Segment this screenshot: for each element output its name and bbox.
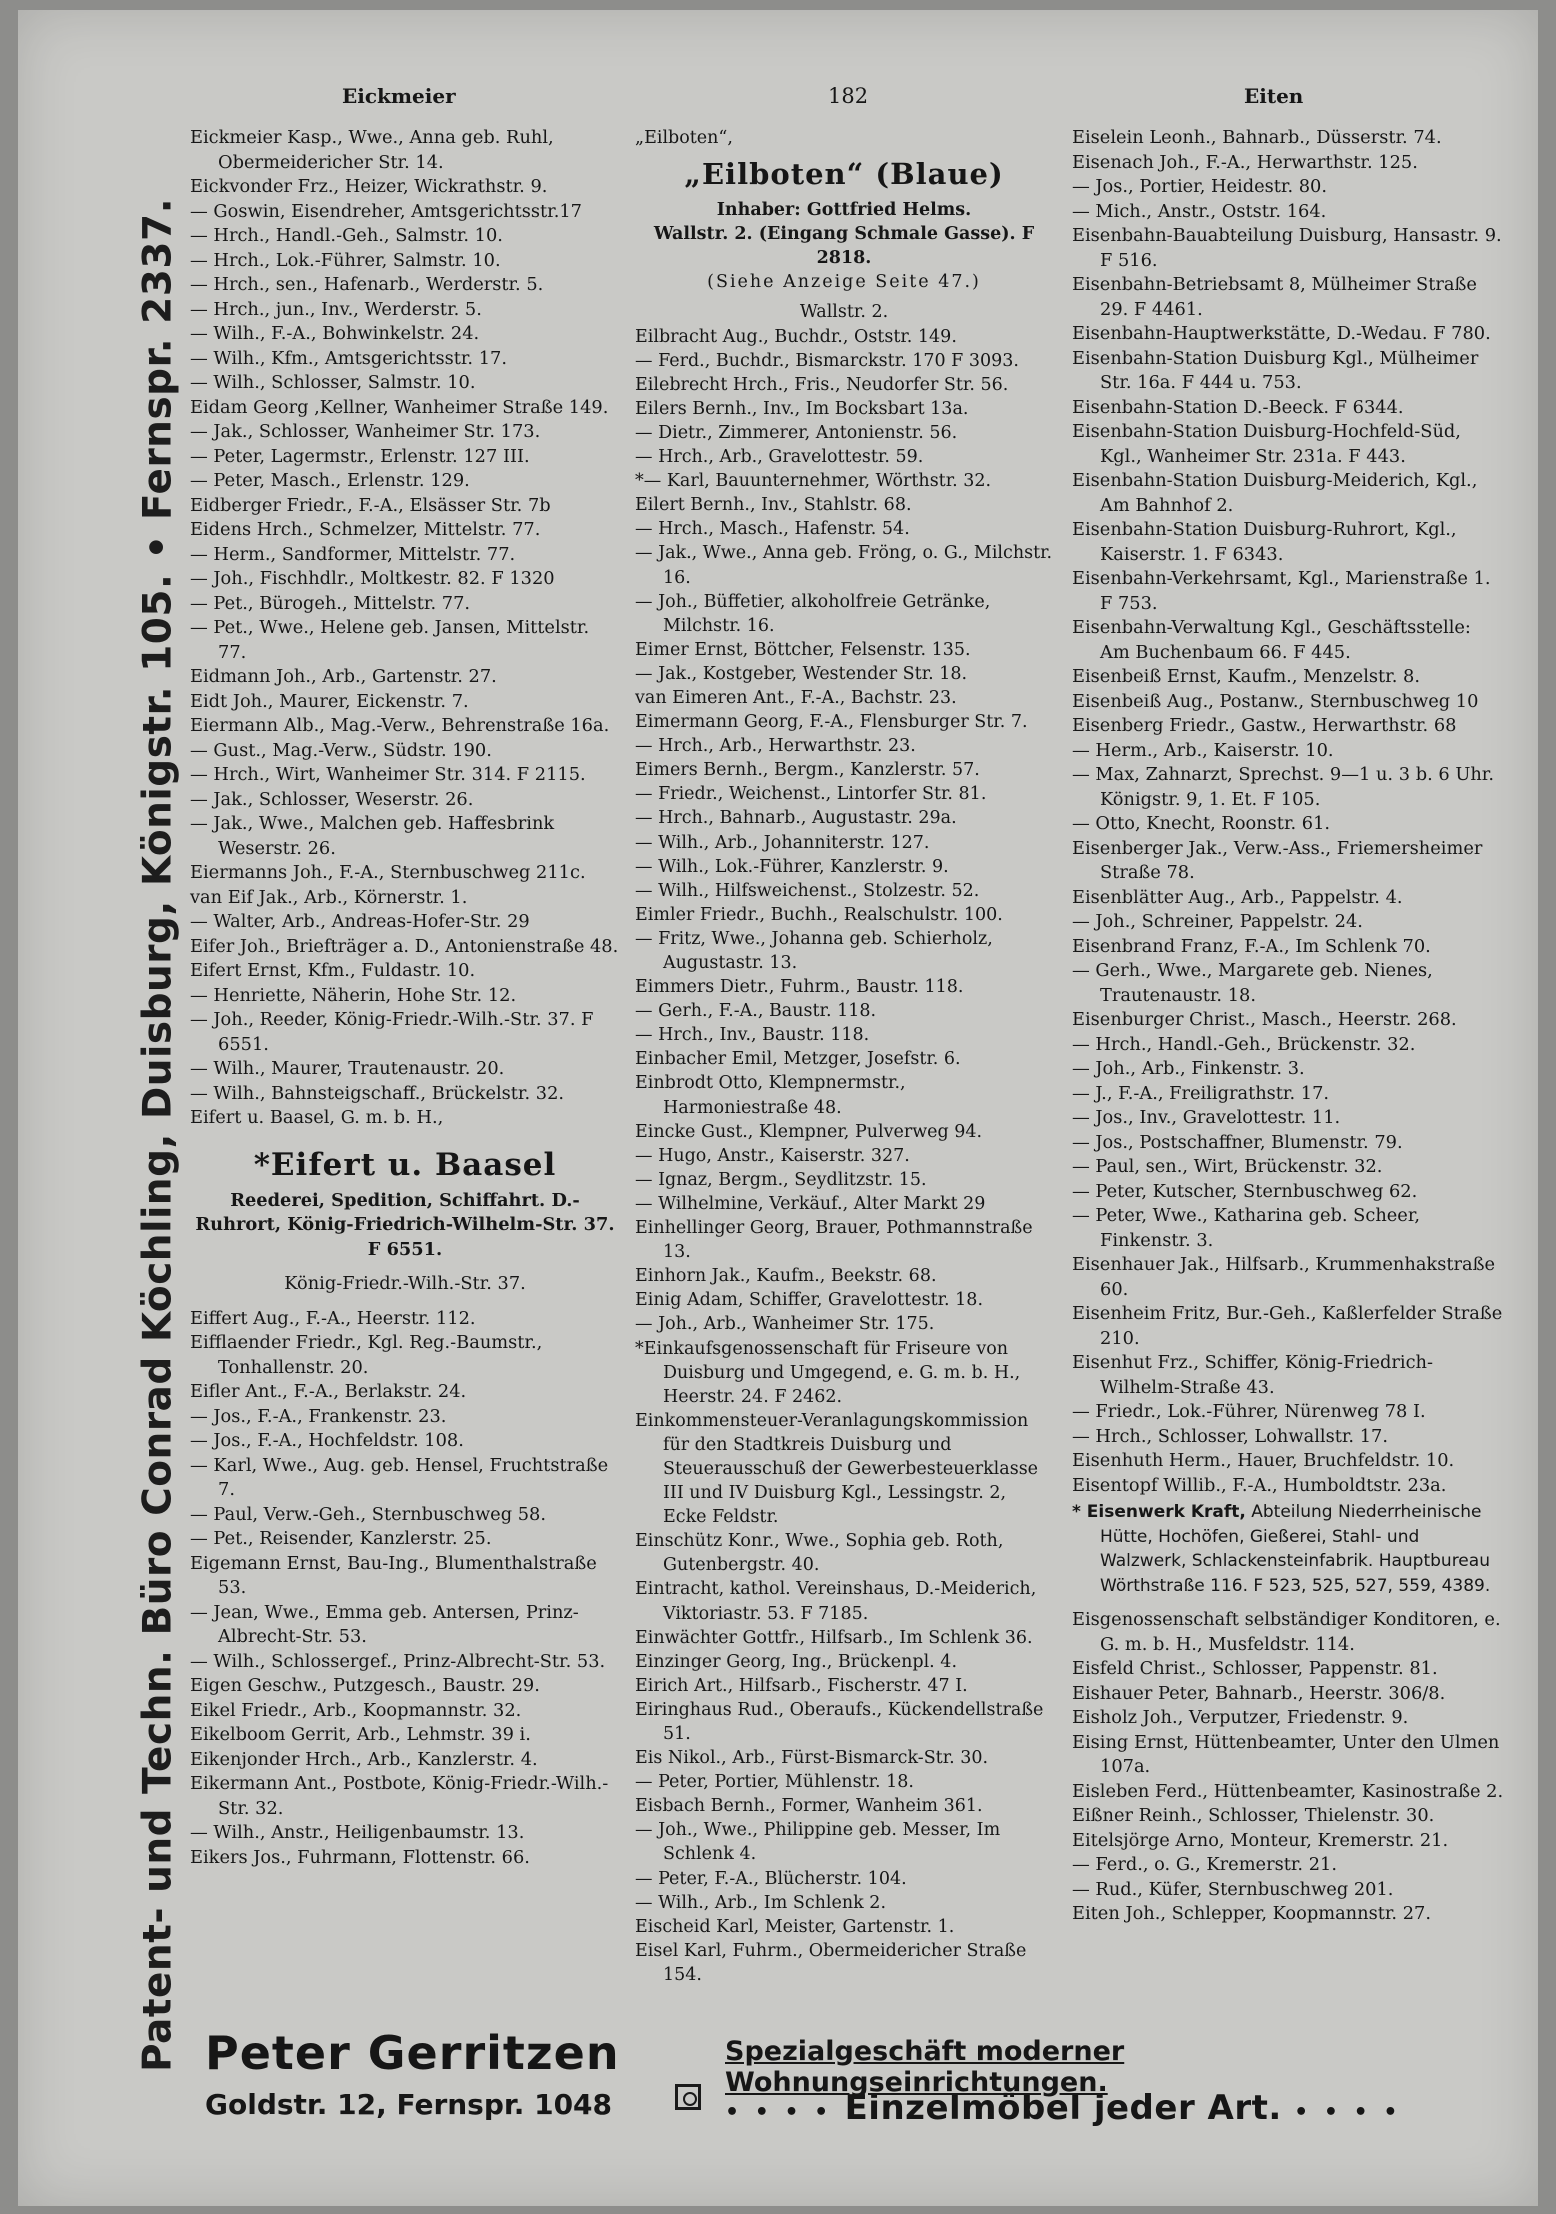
directory-entry: Eimler Friedr., Buchh., Realschulstr. 100.	[635, 904, 1003, 925]
directory-entry: — Joh., Reeder, König-Friedr.-Wilh.-Str. 37. F 6551.	[190, 1009, 594, 1055]
directory-entry: — Peter, Lagermstr., Erlenstr. 127 III.	[190, 445, 530, 467]
col1b-entries	[190, 1307, 620, 1871]
directory-entry: — Wilh., Maurer, Trautenaustr. 20.	[190, 1058, 505, 1079]
directory-entry: Eigen Geschw., Putzgesch., Baustr. 29.	[190, 1675, 540, 1696]
directory-entry: — Wilh., Schlosser, Salmstr. 10.	[190, 372, 476, 393]
directory-entry: Einzinger Georg, Ing., Brückenpl. 4.	[635, 1651, 958, 1672]
directory-entry: — Hrch., Handl.-Geh., Salmstr. 10.	[190, 225, 503, 246]
directory-entry: Eiselein Leonh., Bahnarb., Düsserstr. 74.	[1072, 127, 1442, 148]
directory-entry: Eidberger Friedr., F.-A., Elsässer Str. 7b	[190, 494, 551, 516]
page-number: 182	[828, 84, 869, 108]
directory-entry: Eisenbeiß Aug., Postanw., Sternbuschweg 10	[1072, 690, 1479, 712]
directory-entry: — Paul, Verw.-Geh., Sternbuschweg 58.	[190, 1503, 547, 1525]
directory-entry: — Hrch., Arb., Gravelottestr. 59.	[635, 447, 924, 468]
directory-entry: Eisentopf Willib., F.-A., Humboldtstr. 23a.	[1072, 1474, 1447, 1496]
directory-entry: Eikers Jos., Fuhrmann, Flottenstr. 66.	[190, 1846, 530, 1868]
directory-entry: Eishauer Peter, Bahnarb., Heerstr. 306/8.	[1072, 1682, 1446, 1704]
directory-entry: Eidens Hrch., Schmelzer, Mittelstr. 77.	[190, 519, 541, 540]
directory-entry: — Joh., Wwe., Philippine geb. Messer, Im Schlenk 4.	[635, 1820, 1001, 1865]
directory-entry: Eikel Friedr., Arb., Koopmannstr. 32.	[190, 1699, 522, 1721]
eifert-ad-text: Reederei, Spedition, Schiffahrt. D.-Ruhrort, König-Friedrich-Wilhelm-Str. 37. F 6551.	[195, 1189, 615, 1260]
directory-entry: — Peter, Portier, Mühlenstr. 18.	[635, 1772, 914, 1793]
footer-slogan2-line	[725, 2088, 1401, 2128]
directory-entry: — Herm., Arb., Kaiserstr. 10.	[1072, 739, 1334, 761]
directory-entry: Eischeid Karl, Meister, Gartenstr. 1.	[635, 1916, 955, 1937]
directory-entry: — Jak., Schlosser, Wanheimer Str. 173.	[190, 421, 541, 442]
directory-entry: — Ignaz, Bergm., Seydlitzstr. 15.	[635, 1169, 927, 1190]
directory-entry: — Joh., Arb., Finkenstr. 3.	[1072, 1058, 1305, 1079]
directory-entry: Eißner Reinh., Schlosser, Thielenstr. 30.	[1072, 1805, 1435, 1826]
eilboten-header: „Eilboten“,	[635, 128, 733, 148]
directory-entry: Eidmann Joh., Arb., Gartenstr. 27.	[190, 666, 497, 687]
directory-entry: — Henriette, Näherin, Hohe Str. 12.	[190, 984, 517, 1006]
directory-entry: Eiten Joh., Schlepper, Koopmannstr. 27.	[1072, 1903, 1431, 1924]
directory-entry: — Peter, Masch., Erlenstr. 129.	[190, 470, 470, 491]
directory-entry: — Ferd., Buchdr., Bismarckstr. 170 F 3093.	[635, 350, 1019, 371]
directory-entry: Eisbach Bernh., Former, Wanheim 361.	[635, 1796, 983, 1817]
directory-entry: — Wilh., Lok.-Führer, Kanzlerstr. 9.	[635, 856, 949, 877]
directory-entry: — Joh., Arb., Wanheimer Str. 175.	[635, 1314, 935, 1335]
directory-entry: Eirich Art., Hilfsarb., Fischerstr. 47 I.	[635, 1675, 968, 1696]
directory-entry: Eisenhut Frz., Schiffer, König-Friedrich-Wilhelm-Straße 43.	[1072, 1352, 1433, 1398]
directory-entry: Eisleben Ferd., Hüttenbeamter, Kasinostraße 2.	[1072, 1780, 1504, 1802]
directory-entry: — Pet., Wwe., Helene geb. Jansen, Mittelstr. 77.	[190, 617, 590, 663]
directory-entry: Eisgenossenschaft selbständiger Konditoren, e. G. m. b. H., Musfeldstr. 114.	[1072, 1609, 1501, 1655]
directory-entry: — Hrch., Handl.-Geh., Brückenstr. 32.	[1072, 1033, 1416, 1055]
directory-entry: Eigemann Ernst, Bau-Ing., Blumenthalstraße 53.	[190, 1552, 597, 1598]
directory-entry: Eimermann Georg, F.-A., Flensburger Str. 7.	[635, 712, 1028, 733]
directory-entry: Einig Adam, Schiffer, Gravelottestr. 18.	[635, 1290, 984, 1311]
footer-dots-left: • • • •	[725, 2100, 833, 2125]
directory-entry: Eisenbahn-Verwaltung Kgl., Geschäftsstelle: Am Buchenbaum 66. F 445.	[1072, 617, 1471, 663]
directory-entry: — Hrch., jun., Inv., Werderstr. 5.	[190, 298, 482, 320]
directory-entry: — Gust., Mag.-Verw., Südstr. 190.	[190, 739, 492, 761]
directory-entry: Eifler Ant., F.-A., Berlakstr. 24.	[190, 1381, 467, 1402]
side-advertisement	[118, 120, 198, 2150]
directory-entry: Eidam Georg ,Kellner, Wanheimer Straße 149.	[190, 396, 609, 418]
directory-entry: Eisenhauer Jak., Hilfsarb., Krummenhakstraße 60.	[1072, 1254, 1495, 1300]
directory-entry: *Einkaufsgenossenschaft für Friseure von Duisburg und Umgegend, e. G. m. b. H., Heerstr. 24. F 2462.	[635, 1338, 1021, 1407]
directory-entry: Eisenheim Fritz, Bur.-Geh., Kaßlerfelder Straße 210.	[1072, 1303, 1503, 1349]
directory-entry: Eimers Bernh., Bergm., Kanzlerstr. 57.	[635, 760, 980, 781]
directory-entry: Einbrodt Otto, Klempnermstr., Harmoniestraße 48.	[635, 1073, 906, 1118]
directory-entry: — Hugo, Anstr., Kaiserstr. 327.	[635, 1145, 910, 1166]
directory-entry: — Goswin, Eisendreher, Amtsgerichtsstr.17	[190, 200, 582, 222]
directory-entry: Eimer Ernst, Böttcher, Felsenstr. 135.	[635, 639, 971, 660]
header-left: Eickmeier	[342, 84, 456, 108]
directory-entry: Eisfeld Christ., Schlosser, Pappenstr. 81.	[1072, 1658, 1438, 1679]
directory-entry: — Dietr., Zimmerer, Antonienstr. 56.	[635, 422, 958, 443]
directory-entry: Eisenbahn-Station D.-Beeck. F 6344.	[1072, 396, 1404, 418]
directory-entry: Eising Ernst, Hüttenbeamter, Unter den Ulmen 107a.	[1072, 1731, 1500, 1777]
directory-entry: Eisenberg Friedr., Gastw., Herwarthstr. 68	[1072, 715, 1457, 736]
directory-entry: Einhellinger Georg, Brauer, Pothmannstraße 13.	[635, 1218, 1033, 1263]
directory-entry: — Friedr., Lok.-Führer, Nürenweg 78 I.	[1072, 1401, 1426, 1422]
directory-entry: — Jos., Portier, Heidestr. 80.	[1072, 176, 1328, 197]
directory-entry: — Peter, Kutscher, Sternbuschweg 62.	[1072, 1180, 1418, 1202]
directory-entry: Eickmeier Kasp., Wwe., Anna geb. Ruhl, Obermeidericher Str. 14.	[190, 127, 554, 173]
directory-entry: Eisenbahn-Hauptwerkstätte, D.-Wedau. F 780.	[1072, 323, 1491, 344]
directory-entry: — Wilhelmine, Verkäuf., Alter Markt 29	[635, 1193, 986, 1214]
directory-entry: Eiringhaus Rud., Oberaufs., Kückendellstraße 51.	[635, 1699, 1044, 1744]
directory-entry: — Hrch., Masch., Hafenstr. 54.	[635, 519, 910, 540]
directory-entry: Eisenbahn-Verkehrsamt, Kgl., Marienstraße 1. F 753.	[1072, 568, 1491, 614]
directory-entry: Eidt Joh., Maurer, Eickenstr. 7.	[190, 690, 469, 712]
directory-entry: Eikermann Ant., Postbote, König-Friedr.-Wilh.-Str. 32.	[190, 1773, 609, 1819]
directory-entry: Eifer Joh., Briefträger a. D., Antonienstraße 48.	[190, 935, 619, 957]
directory-entry: — Otto, Knecht, Roonstr. 61.	[1072, 813, 1331, 834]
directory-entry: — Jos., Inv., Gravelottestr. 11.	[1072, 1107, 1341, 1128]
eilboten-street: Wallstr. 2. (Eingang Schmale Gasse). F 2818.	[653, 224, 1035, 269]
directory-entry: — Hrch., Inv., Baustr. 118.	[635, 1025, 870, 1046]
directory-entry: *— Karl, Bauunternehmer, Wörthstr. 32.	[635, 471, 992, 492]
directory-entry: Einhorn Jak., Kaufm., Beekstr. 68.	[635, 1266, 937, 1287]
directory-entry: — Max, Zahnarzt, Sprechst. 9—1 u. 3 b. 6 Uhr. Königstr. 9, 1. Et. F 105.	[1072, 764, 1494, 810]
directory-entry: Eisenach Joh., F.-A., Herwarthstr. 125.	[1072, 151, 1418, 173]
directory-entry: — Rud., Küfer, Sternbuschweg 201.	[1072, 1878, 1394, 1900]
directory-entry: — Ferd., o. G., Kremerstr. 21.	[1072, 1854, 1337, 1875]
directory-entry: — Hrch., Wirt, Wanheimer Str. 314. F 2115.	[190, 764, 586, 785]
footer-dots-right: • • • •	[1294, 2100, 1402, 2125]
directory-entry: Eifflaender Friedr., Kgl. Reg.-Baumstr., Tonhallenstr. 20.	[190, 1332, 543, 1378]
directory-entry: — Pet., Reisender, Kanzlerstr. 25.	[190, 1528, 492, 1549]
directory-entry: Einwächter Gottfr., Hilfsarb., Im Schlenk 36.	[635, 1627, 1033, 1648]
column-1	[190, 126, 620, 1870]
directory-entry: — Jean, Wwe., Emma geb. Antersen, Prinz-Albrecht-Str. 53.	[190, 1601, 579, 1647]
directory-entry: — Jak., Wwe., Anna geb. Fröng, o. G., Milchstr. 16.	[635, 543, 1053, 588]
column-2	[635, 126, 1053, 1987]
eilboten-owner: Inhaber: Gottfried Helms.	[716, 200, 972, 221]
directory-entry: Eisenhuth Herm., Hauer, Bruchfeldstr. 10.	[1072, 1450, 1455, 1471]
directory-entry: — Jos., Postschaffner, Blumenstr. 79.	[1072, 1131, 1403, 1153]
directory-entry: — Peter, Wwe., Katharina geb. Scheer, Finkenstr. 3.	[1072, 1205, 1421, 1251]
directory-entry: Eisenbrand Franz, F.-A., Im Schlenk 70.	[1072, 935, 1431, 957]
directory-entry: Eikenjonder Hrch., Arb., Kanzlerstr. 4.	[190, 1748, 538, 1770]
directory-entry: — Hrch., Bahnarb., Augustastr. 29a.	[635, 808, 957, 829]
directory-entry: — Wilh., F.-A., Bohwinkelstr. 24.	[190, 323, 480, 344]
directory-entry: — Wilh., Arb., Johanniterstr. 127.	[635, 832, 930, 853]
eilboten-note: (Siehe Anzeige Seite 47.)	[707, 272, 981, 293]
directory-entry: — Peter, F.-A., Blücherstr. 104.	[635, 1868, 907, 1889]
directory-entry: — Wilh., Schlossergef., Prinz-Albrecht-Str. 53.	[190, 1650, 606, 1672]
directory-entry: Eiermanns Joh., F.-A., Sternbuschweg 211c.	[190, 862, 586, 883]
directory-entry: — Paul, sen., Wirt, Brückenstr. 32.	[1072, 1156, 1383, 1177]
directory-entry: — Karl, Wwe., Aug. geb. Hensel, Fruchtstraße 7.	[190, 1454, 609, 1500]
directory-entry: Eisenbahn-Bauabteilung Duisburg, Hansastr. 9. F 516.	[1072, 225, 1502, 271]
directory-entry: — Hrch., Schlosser, Lohwallstr. 17.	[1072, 1425, 1388, 1447]
eisenwerk-ad-title: * Eisenwerk Kraft,	[1072, 1502, 1246, 1522]
directory-entry: — Mich., Anstr., Oststr. 164.	[1072, 200, 1327, 222]
directory-entry: — Wilh., Arb., Im Schlenk 2.	[635, 1892, 887, 1913]
directory-entry: Eifert u. Baasel, G. m. b. H.,	[190, 1107, 444, 1128]
directory-entry: — Wilh., Hilfsweichenst., Stolzestr. 52.	[635, 880, 980, 901]
eifert-ad-title: *Eifert u. Baasel	[253, 1146, 557, 1183]
directory-entry: — Jos., F.-A., Hochfeldstr. 108.	[190, 1430, 464, 1451]
directory-entry: Eintracht, kathol. Vereinshaus, D.-Meiderich, Viktoriastr. 53. F 7185.	[635, 1579, 1037, 1624]
directory-entry: Einschütz Konr., Wwe., Sophia geb. Roth, Gutenbergstr. 40.	[635, 1531, 1004, 1576]
company-mark-icon	[675, 2084, 701, 2110]
directory-entry: — Fritz, Wwe., Johanna geb. Schierholz, Augustastr. 13.	[635, 928, 993, 973]
directory-entry: Eickvonder Frz., Heizer, Wickrathstr. 9.	[190, 176, 548, 197]
directory-entry: Eilebrecht Hrch., Fris., Neudorfer Str. 56.	[635, 374, 1009, 395]
directory-entry: Eincke Gust., Klempner, Pulverweg 94.	[635, 1121, 983, 1142]
directory-entry: — Joh., Schreiner, Pappelstr. 24.	[1072, 911, 1363, 932]
directory-entry: — Walter, Arb., Andreas-Hofer-Str. 29	[190, 911, 530, 932]
directory-entry: Eisenbahn-Station Duisburg-Hochfeld-Süd, Kgl., Wanheimer Str. 231a. F 443.	[1072, 421, 1461, 467]
footer-slogan2: Einzelmöbel jeder Art.	[844, 2088, 1282, 2128]
directory-entry: — Pet., Bürogeh., Mittelstr. 77.	[190, 592, 471, 614]
directory-entry: Eilers Bernh., Inv., Im Bocksbart 13a.	[635, 398, 969, 419]
col1-entries	[190, 126, 620, 1131]
directory-entry: — Herm., Sandformer, Mittelstr. 77.	[190, 543, 516, 565]
directory-entry: — Jos., F.-A., Frankenstr. 23.	[190, 1405, 447, 1427]
directory-entry: — Hrch., Arb., Herwarthstr. 23.	[635, 736, 916, 757]
footer-company: Peter Gerritzen	[205, 2026, 620, 2080]
directory-entry: — Gerh., Wwe., Margarete geb. Nienes, Trautenaustr. 18.	[1072, 960, 1433, 1006]
footer-advertisement	[205, 2026, 1495, 2156]
directory-entry: — J., F.-A., Freiligrathstr. 17.	[1072, 1082, 1330, 1104]
directory-entry: Eifert Ernst, Kfm., Fuldastr. 10.	[190, 960, 476, 981]
eifert-ad-address: König-Friedr.-Wilh.-Str. 37.	[284, 1273, 526, 1294]
directory-entry: — Jak., Schlosser, Weserstr. 26.	[190, 788, 474, 810]
eilboten-title: „Eilboten“ (Blaue)	[684, 157, 1004, 192]
directory-entry: — Friedr., Weichenst., Lintorfer Str. 81.	[635, 784, 987, 805]
directory-entry: Eisel Karl, Fuhrm., Obermeidericher Straße 154.	[635, 1940, 1027, 1985]
directory-entry: Eitelsjörge Arno, Monteur, Kremerstr. 21.	[1072, 1829, 1449, 1851]
directory-entry: — Joh., Büffetier, alkoholfreie Getränke, Milchstr. 16.	[635, 591, 991, 636]
directory-entry: — Jak., Kostgeber, Westender Str. 18.	[635, 663, 968, 684]
directory-entry: Eisenberger Jak., Verw.-Ass., Friemersheimer Straße 78.	[1072, 837, 1483, 883]
directory-entry: Eimmers Dietr., Fuhrm., Baustr. 118.	[635, 977, 964, 998]
directory-entry: Eisenbahn-Betriebsamt 8, Mülheimer Straße 29. F 4461.	[1072, 274, 1477, 320]
directory-entry: Eikelboom Gerrit, Arb., Lehmstr. 39 i.	[190, 1724, 531, 1745]
directory-entry: — Wilh., Kfm., Amtsgerichtsstr. 17.	[190, 347, 508, 369]
directory-entry: Einbacher Emil, Metzger, Josefstr. 6.	[635, 1049, 961, 1070]
directory-entry: — Hrch., sen., Hafenarb., Werderstr. 5.	[190, 274, 544, 295]
directory-entry: — Joh., Fischhdlr., Moltkestr. 82. F 1320	[190, 568, 555, 589]
directory-entry: Eiermann Alb., Mag.-Verw., Behrenstraße 16a.	[190, 715, 610, 736]
header-right: Eiten	[1244, 84, 1304, 108]
directory-entry: Eisenbahn-Station Duisburg-Meiderich, Kgl., Am Bahnhof 2.	[1072, 470, 1478, 516]
footer-address: Goldstr. 12, Fernspr. 1048	[205, 2088, 613, 2121]
col2-entries	[635, 325, 1053, 1987]
eisenwerk-ad	[1072, 1500, 1504, 1598]
directory-entry: — Wilh., Anstr., Heiligenbaumstr. 13.	[190, 1822, 525, 1843]
directory-entry: Eilbracht Aug., Buchdr., Oststr. 149.	[635, 326, 957, 347]
eisenwerk-ad-text: Abteilung Niederrheinische Hütte, Hochöfen, Gießerei, Stahl- und Walzwerk, Schlackensteinfabrik. Hauptbureau Wörthstraße 116. F 523, 525, 527, 559, 4389.	[1100, 1502, 1491, 1596]
directory-entry: Eisenbahn-Station Duisburg-Ruhrort, Kgl., Kaiserstr. 1. F 6343.	[1072, 519, 1457, 565]
eilboten-address: Wallstr. 2.	[799, 302, 889, 323]
footer-slogan: Spezialgeschäft moderner Wohnungseinrichtungen.	[725, 2036, 1125, 2098]
directory-entry: van Eif Jak., Arb., Körnerstr. 1.	[190, 886, 468, 908]
directory-entry: Eisholz Joh., Verputzer, Friedenstr. 9.	[1072, 1707, 1409, 1728]
directory-entry: Eis Nikol., Arb., Fürst-Bismarck-Str. 30.	[635, 1748, 989, 1769]
directory-entry: Einkommensteuer-Veranlagungskommission für den Stadtkreis Duisburg und Steuerausschuß der Gewerbesteuerklasse III und IV Duisburg Kgl., Lessingstr. 2, Ecke Feldstr.	[635, 1410, 1039, 1528]
directory-entry: Eisenbahn-Station Duisburg Kgl., Mülheimer Str. 16a. F 444 u. 753.	[1072, 347, 1479, 393]
column-3	[1072, 126, 1504, 1927]
side-ad-text: Patent- und Techn. Büro Conrad Köchling, Duisburg, Königstr. 105. • Fernspr. 2337.	[135, 197, 181, 2073]
col3-entries	[1072, 126, 1504, 1498]
directory-entry: Eisenblätter Aug., Arb., Pappelstr. 4.	[1072, 886, 1403, 908]
directory-entry: Eisenbeiß Ernst, Kaufm., Menzelstr. 8.	[1072, 666, 1420, 687]
directory-entry: — Wilh., Bahnsteigschaff., Brückelstr. 32.	[190, 1082, 565, 1104]
directory-entry: — Jak., Wwe., Malchen geb. Haffesbrink Weserstr. 26.	[190, 813, 555, 859]
directory-entry: — Gerh., F.-A., Baustr. 118.	[635, 1001, 877, 1022]
directory-entry: Eilert Bernh., Inv., Stahlstr. 68.	[635, 495, 912, 516]
directory-entry: — Hrch., Lok.-Führer, Salmstr. 10.	[190, 249, 501, 271]
directory-entry: Eiffert Aug., F.-A., Heerstr. 112.	[190, 1307, 476, 1329]
directory-entry: Eisenburger Christ., Masch., Heerstr. 268.	[1072, 1009, 1457, 1030]
directory-entry: van Eimeren Ant., F.-A., Bachstr. 23.	[635, 687, 957, 708]
col3b-entries	[1072, 1608, 1504, 1927]
